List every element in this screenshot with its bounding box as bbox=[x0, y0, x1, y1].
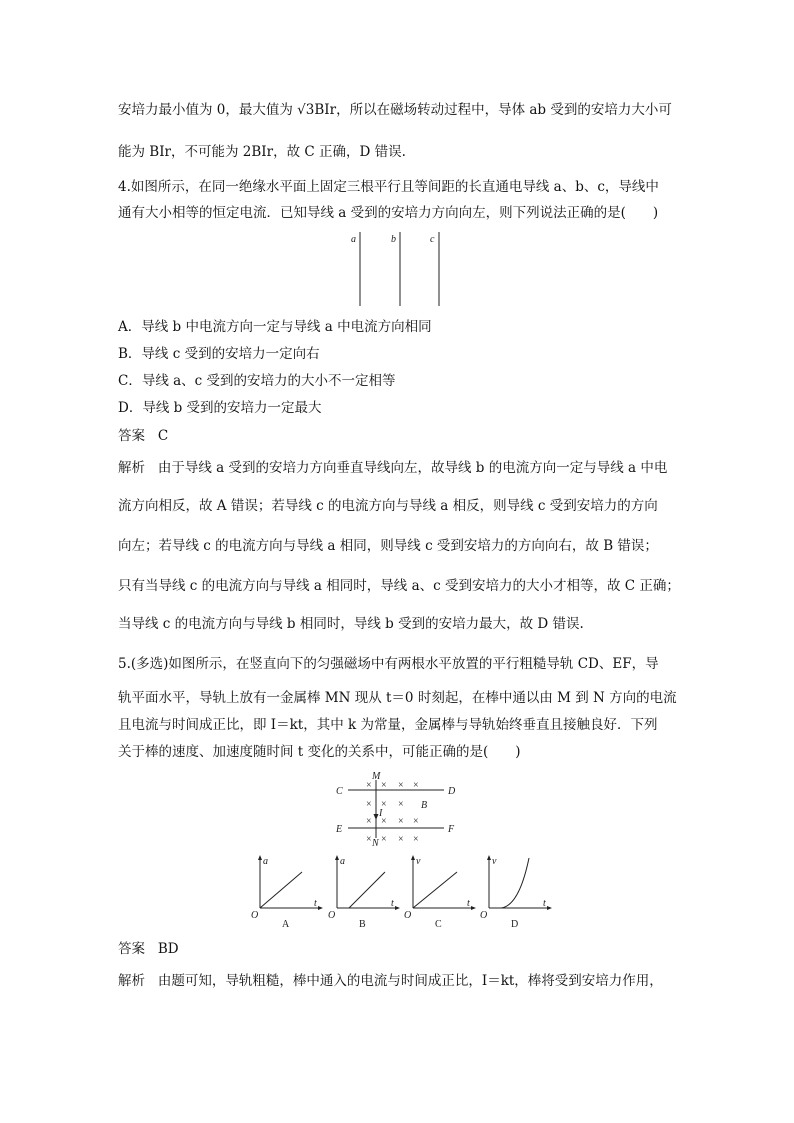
q4-answer-value: C bbox=[157, 428, 169, 444]
field-cross: × bbox=[381, 834, 387, 845]
graph-b-y-label: a bbox=[340, 856, 345, 867]
label-b: B bbox=[421, 800, 428, 811]
wire-c-label: c bbox=[430, 234, 435, 245]
graph-a-caption: A bbox=[282, 919, 290, 930]
field-cross: × bbox=[398, 799, 404, 810]
graph-c bbox=[403, 852, 479, 932]
graph-b-caption: B bbox=[359, 919, 366, 930]
wire-b-label: b bbox=[391, 234, 396, 245]
graph-a-y-label: a bbox=[263, 856, 268, 867]
q4-option-d: D．导线 b 受到的安培力一定最大 bbox=[118, 400, 322, 416]
graph-a-x-label: t bbox=[314, 898, 317, 909]
graph-d bbox=[479, 852, 555, 932]
field-cross: × bbox=[366, 834, 372, 845]
graph-b bbox=[327, 852, 403, 932]
q4-option-a: A．导线 b 中电流方向一定与导线 a 中电流方向相同 bbox=[118, 319, 432, 335]
q4-analysis-line-2: 流方向相反，故 A 错误；若导线 c 的电流方向与导线 a 相反，则导线 c 受到安培力的方向 bbox=[118, 498, 658, 514]
graph-d-x-label: t bbox=[543, 898, 546, 909]
q4-option-b: B．导线 c 受到的安培力一定向右 bbox=[118, 346, 320, 362]
graph-c-x-label: t bbox=[467, 898, 470, 909]
field-cross: × bbox=[381, 799, 387, 810]
graph-a-origin: O bbox=[251, 910, 259, 921]
graph-c-caption: C bbox=[435, 919, 442, 930]
graph-a bbox=[250, 852, 326, 932]
field-cross: × bbox=[366, 780, 372, 791]
field-cross: × bbox=[413, 816, 419, 827]
label-f: F bbox=[448, 824, 455, 835]
label-n: N bbox=[372, 838, 379, 848]
q5-answer bbox=[118, 940, 678, 958]
q5-stem-line-3: 且电流与时间成正比，即 I＝kt，其中 k 为常量，金属棒与导轨始终垂直且接触良好．下列 bbox=[118, 717, 658, 733]
field-cross: × bbox=[366, 799, 372, 810]
q5-analysis-label: 解析 bbox=[118, 973, 145, 989]
q4-answer bbox=[118, 427, 678, 445]
q4-analysis-line-5: 当导线 c 的电流方向与导线 b 相同时，导线 b 受到的安培力最大，故 D 错误. bbox=[118, 616, 584, 632]
field-cross: × bbox=[398, 816, 404, 827]
label-c: C bbox=[336, 786, 343, 797]
q5-answer-value: BD bbox=[157, 941, 179, 957]
graph-a-curve bbox=[260, 872, 302, 908]
label-d: D bbox=[448, 786, 456, 797]
graph-c-curve bbox=[413, 872, 457, 908]
graph-c-origin: O bbox=[404, 910, 412, 921]
q4-stem-line-2: 通有大小相等的恒定电流．已知导线 a 受到的安培力方向向左，则下列说法正确的是( ) bbox=[118, 205, 659, 221]
q4-answer-label: 答案 bbox=[118, 428, 145, 444]
q5-stem-line-1: 5.(多选)如图所示，在竖直向下的匀强磁场中有两根水平放置的平行粗糙导轨 CD、EF，导 bbox=[118, 656, 659, 672]
q4-stem-line-1: 4.如图所示，在同一绝缘水平面上固定三根平行且等间距的长直通电导线 a、b、c，导线中 bbox=[118, 179, 659, 195]
q4-option-c: C．导线 a、c 受到的安培力的大小不一定相等 bbox=[118, 373, 396, 389]
q5-stem-line-4: 关于棒的速度、加速度随时间 t 变化的关系中，可能正确的是( ) bbox=[118, 744, 521, 760]
field-cross: × bbox=[381, 780, 387, 791]
graph-d-y-label: v bbox=[492, 856, 497, 867]
graph-b-origin: O bbox=[328, 910, 336, 921]
prev-solution-line-2: 能为 BIr，不可能为 2BIr，故 C 正确，D 错误. bbox=[118, 144, 406, 160]
wire-a-label: a bbox=[351, 234, 356, 245]
label-m: M bbox=[372, 771, 381, 782]
q5-stem-line-2: 轨平面水平，导轨上放有一金属棒 MN 现从 t＝0 时刻起，在棒中通以由 M 到 N 方向的电流 bbox=[118, 690, 677, 706]
field-cross: × bbox=[381, 816, 387, 827]
q5-analysis-line-1: 解析 由题可知，导轨粗糙，棒中通入的电流与时间成正比，I＝kt，棒将受到安培力作用， bbox=[118, 973, 663, 989]
q5-graphs bbox=[236, 852, 556, 932]
q4-wires-figure bbox=[340, 228, 450, 310]
q5-answer-label: 答案 bbox=[118, 941, 145, 957]
field-cross: × bbox=[398, 834, 404, 845]
q4-analysis-line-4: 只有当导线 c 的电流方向与导线 a 相同时，导线 a、c 受到安培力的大小才相等，故 C 正确； bbox=[118, 578, 680, 594]
field-cross: × bbox=[366, 816, 372, 827]
field-cross: × bbox=[413, 780, 419, 791]
graph-d-caption: D bbox=[511, 919, 519, 930]
field-cross: × bbox=[398, 780, 404, 791]
q4-analysis-line-1: 解析 由于导线 a 受到的安培力方向垂直导线向左，故导线 b 的电流方向一定与导线 a 中电 bbox=[118, 460, 668, 476]
graph-b-curve bbox=[349, 872, 385, 908]
q4-analysis-label: 解析 bbox=[118, 460, 145, 476]
q4-analysis-line-3: 向左；若导线 c 的电流方向与导线 a 相同，则导线 c 受到安培力的方向向右，故 B 错误； bbox=[118, 538, 658, 554]
label-i: I bbox=[379, 808, 383, 819]
current-arrow bbox=[374, 814, 379, 820]
field-cross: × bbox=[413, 834, 419, 845]
label-e: E bbox=[336, 824, 343, 835]
q5-rail-figure bbox=[332, 770, 468, 848]
graph-c-y-label: v bbox=[416, 856, 421, 867]
graph-d-origin: O bbox=[480, 910, 488, 921]
graph-b-x-label: t bbox=[391, 898, 394, 909]
prev-solution-line-1: 安培力最小值为 0，最大值为 √3BIr，所以在磁场转动过程中，导体 ab 受到的安培力大小可 bbox=[118, 102, 672, 118]
